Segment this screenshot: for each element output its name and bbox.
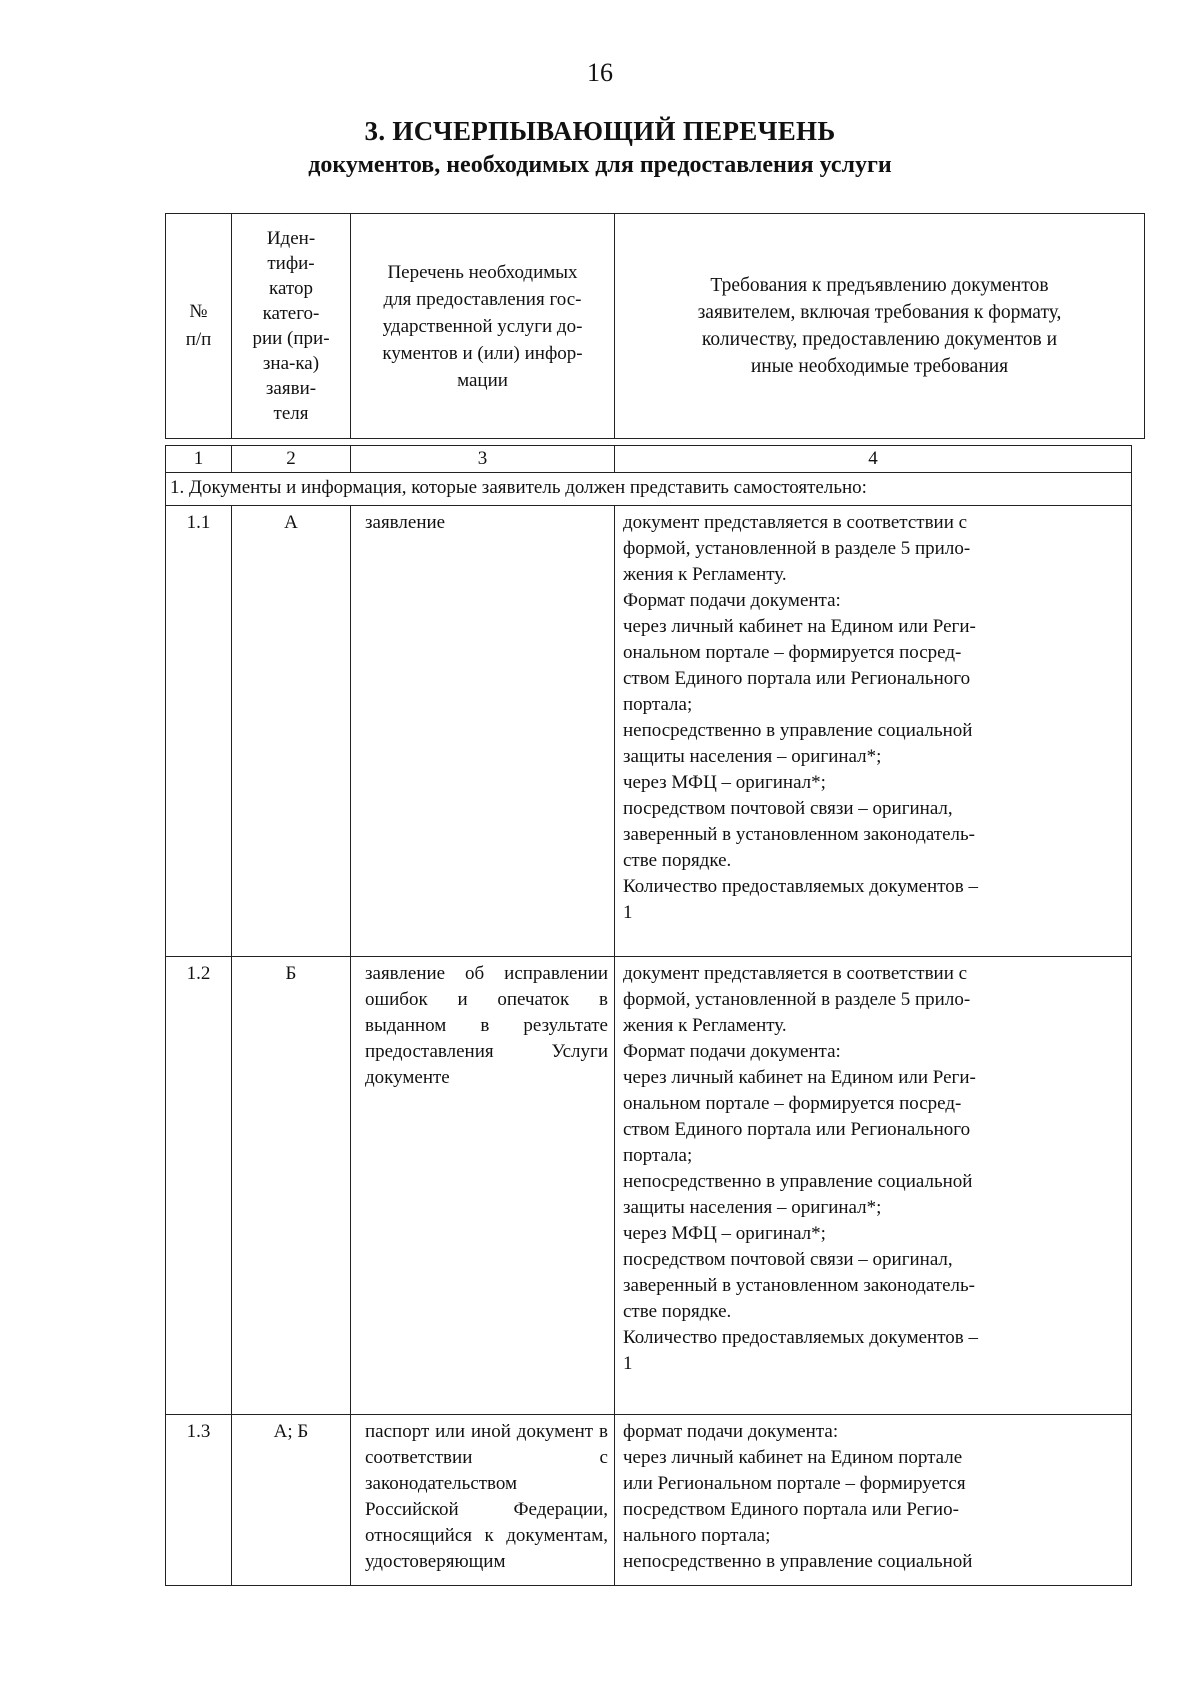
column-number: 3 [351,446,615,473]
requirements [615,506,1132,957]
text-line: через МФЦ – оригинал*; [623,1223,826,1244]
text-line: 1 [623,1353,633,1374]
text-line: заяви- [265,378,317,399]
text-line: ональном портале – формируется посред- [623,1093,962,1114]
text-line: мации [457,369,508,391]
text-line: нального портала; [623,1525,771,1546]
text-line: защиты населения – оригинал*; [623,746,882,767]
text-line: зна-ка) [262,353,320,374]
column-number: 2 [232,446,351,473]
applicant-category: А; Б [232,1415,351,1586]
text-line: кументов и (или) инфор- [382,342,583,364]
header-cell-document-list [351,214,615,439]
column-number: 4 [615,446,1132,473]
document-name-text: заявление [365,512,446,533]
text-line: заверенный в установленном законодатель- [623,824,976,845]
text-line: Количество предоставляемых документов – [623,1327,978,1348]
text-line: ударственной услуги до- [382,315,583,337]
text-line: Формат подачи документа: [623,1041,841,1062]
table-header [165,213,1145,439]
text-line: формой, установленной в разделе 5 прило- [623,989,971,1010]
page-number: 16 [587,58,613,87]
text-line: ональном портале – формируется посред- [623,642,962,663]
requirements [615,957,1132,1415]
section-subtitle: документов, необходимых для предоставления услуги [308,152,892,178]
text-line: иные необходимые требования [750,356,1009,377]
text-line: документ представляется в соответствии с [623,512,968,533]
text-line: п/п [185,329,212,350]
text-line: жения к Регламенту. [623,1015,787,1036]
documents-table [165,445,1132,1586]
text-line: катор [269,278,313,299]
column-number-row [166,446,1132,473]
text-line: непосредственно в управление социальной [623,720,973,741]
text-line: посредством почтовой связи – оригинал, [623,798,953,819]
header-row [166,214,1145,439]
header-cell-requirements [615,214,1145,439]
header-cell-number [166,214,232,439]
column-number: 1 [166,446,232,473]
text-line: защиты населения – оригинал*; [623,1197,882,1218]
text-line: Перечень необходимых [387,261,578,283]
section-heading: 1. Документы и информация, которые заявитель должен представить самостоятельно: [166,473,1132,506]
text-line: Количество предоставляемых документов – [623,876,978,897]
text-line: катего- [262,303,320,324]
text-line: для предоставления гос- [383,288,582,310]
text-line: ством Единого портала или Регионального [623,668,971,689]
text-line: портала; [623,1145,693,1166]
text-line: 1 [623,902,633,923]
text-line: или Региональном портале – формируется [623,1473,966,1494]
table-row [166,506,1132,957]
header-cell-applicant-category [232,214,351,439]
text-line: непосредственно в управление социальной [623,1171,973,1192]
text-line: Требования к предъявлению документов [710,275,1049,296]
text-line: жения к Регламенту. [623,564,787,585]
text-line: теля [273,403,309,424]
document-name [351,957,615,1415]
text-line: стве порядке. [623,850,732,871]
applicant-category: А [232,506,351,957]
text-line: через личный кабинет на Едином или Реги- [623,1067,976,1088]
text-line: формат подачи документа: [623,1421,839,1442]
text-line: непосредственно в управление социальной [623,1551,973,1572]
text-line: посредством Единого портала или Регио- [623,1499,959,1520]
text-line: документ представляется в соответствии с [623,963,968,984]
text-line: рии (при- [252,328,330,349]
text-line: посредством почтовой связи – оригинал, [623,1249,953,1270]
text-line: Формат подачи документа: [623,590,841,611]
text-line: формой, установленной в разделе 5 прило- [623,538,971,559]
text-line: портала; [623,694,693,715]
text-line: тифи- [267,253,315,274]
text-line: количеству, предоставлению документов и [701,329,1058,350]
table-row [166,957,1132,1415]
document-name [351,1415,615,1586]
text-line: через личный кабинет на Едином портале [623,1447,963,1468]
document-name-text: паспорт или иной документ в соответствии с законодательством Российской Федерации, относящийся к документам, удостоверяющим [365,1421,608,1572]
requirements [615,1415,1132,1586]
table-row [166,1415,1132,1586]
applicant-category: Б [232,957,351,1415]
document-name-text: заявление об исправлении ошибок и опечаток в выданном в результате предоставления Услуги документе [365,963,608,1088]
document-name [351,506,615,957]
section-title: 3. ИСЧЕРПЫВАЮЩИЙ ПЕРЕЧЕНЬ [364,116,836,146]
row-number: 1.2 [166,957,232,1415]
section-heading-row [166,473,1132,506]
text-line: через личный кабинет на Едином или Реги- [623,616,976,637]
row-number: 1.1 [166,506,232,957]
text-line: ством Единого портала или Регионального [623,1119,971,1140]
text-line: заверенный в установленном законодатель- [623,1275,976,1296]
text-line: Иден- [266,228,316,249]
text-line: заявителем, включая требования к формату, [697,302,1062,323]
row-number: 1.3 [166,1415,232,1586]
text-line: через МФЦ – оригинал*; [623,772,826,793]
text-line: стве порядке. [623,1301,732,1322]
text-line: № [189,301,208,322]
